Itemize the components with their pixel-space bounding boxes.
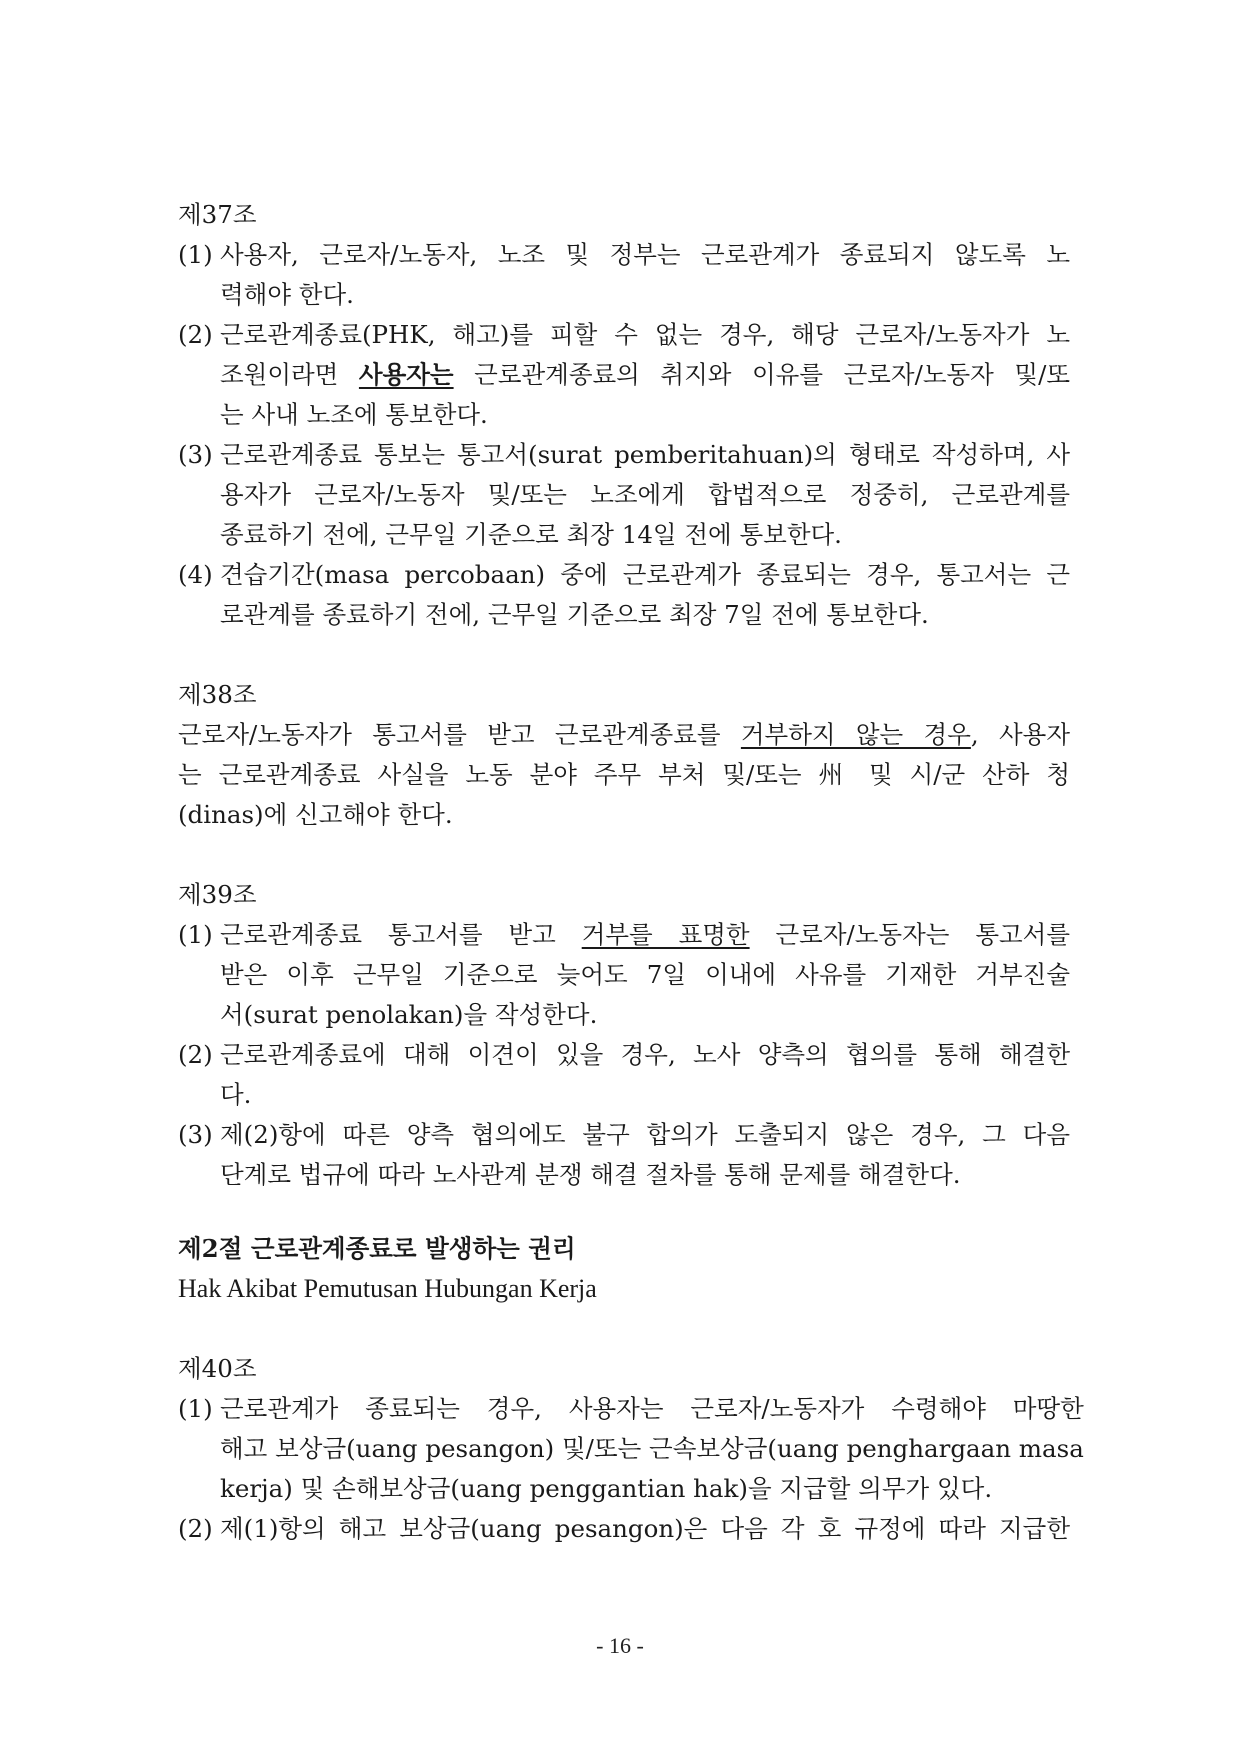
section-title: 제2절 근로관계종료로 발생하는 권리 <box>178 1234 576 1263</box>
item-line: 단계로 법규에 따라 노사관계 분쟁 해결 절차를 통해 문제를 해결한다. <box>220 1160 961 1189</box>
page-number: - 16 - <box>596 1633 644 1658</box>
item-line: 해고 보상금(uang pesangon) 및/또는 근속보상금(uang penghargaan masa <box>220 1434 1084 1463</box>
article-37-item-4 <box>178 555 1070 635</box>
item-line: 서(surat penolakan)을 작성한다. <box>220 1000 598 1029</box>
item-number: (1) <box>178 1394 213 1423</box>
item-line: 근로관계종료 통보는 통고서(surat pemberitahuan)의 형태로 작성하며, 사 <box>220 440 1070 469</box>
article-40-title: 제40조 <box>178 1354 257 1383</box>
item-number: (2) <box>178 320 213 349</box>
document-page <box>178 195 1084 1549</box>
item-line: 제(1)항의 해고 보상금(uang pesangon)은 다음 각 호 규정에 따라 지급한 <box>220 1514 1070 1543</box>
item-number: (1) <box>178 240 213 269</box>
article-39-title: 제39조 <box>178 880 257 909</box>
item-line: 근로관계가 종료되는 경우, 사용자는 근로자/노동자가 수령해야 마땅한 <box>220 1394 1084 1423</box>
item-line: kerja) 및 손해보상금(uang penggantian hak)을 지급할 의무가 있다. <box>220 1474 993 1503</box>
article-40-item-1 <box>178 1389 1084 1509</box>
item-line: 다. <box>220 1080 252 1109</box>
item-line: 근로관계종료 통고서를 받고 거부를 표명한 근로자/노동자는 통고서를 <box>220 920 1070 949</box>
item-line: 견습기간(masa percobaan) 중에 근로관계가 종료되는 경우, 통고서는 근 <box>220 560 1070 589</box>
article-39-item-1 <box>178 915 1070 1035</box>
item-line: 제(2)항에 따른 양측 협의에도 불구 합의가 도출되지 않은 경우, 그 다음 <box>220 1120 1070 1149</box>
item-number: (1) <box>178 920 213 949</box>
item-line: 사용자, 근로자/노동자, 노조 및 정부는 근로관계가 종료되지 않도록 노 <box>220 240 1070 269</box>
item-line: 종료하기 전에, 근무일 기준으로 최장 14일 전에 통보한다. <box>220 520 842 549</box>
underlined-employer: 사용자는 <box>358 360 454 389</box>
item-line: 력해야 한다. <box>220 280 354 309</box>
article-37-item-1 <box>178 235 1070 315</box>
item-number: (3) <box>178 1120 213 1149</box>
article-38-title: 제38조 <box>178 680 257 709</box>
article-39-item-3 <box>178 1115 1070 1195</box>
item-line: 받은 이후 근무일 기준으로 늦어도 7일 이내에 사유를 기재한 거부진술 <box>220 960 1070 989</box>
item-line: 근로관계종료(PHK, 해고)를 피할 수 없는 경우, 해당 근로자/노동자가 노 <box>220 320 1070 349</box>
item-line: 근로관계종료에 대해 이견이 있을 경우, 노사 양측의 협의를 통해 해결한 <box>220 1040 1070 1069</box>
article-38-line: 근로자/노동자가 통고서를 받고 근로관계종료를 거부하지 않는 경우, 사용자 <box>178 720 1070 749</box>
article-38-line: 는 근로관계종료 사실을 노동 분야 주무 부처 및/또는 州 및 시/군 산하 청 <box>178 760 1070 789</box>
item-line: 조원이라면 사용자는 근로관계종료의 취지와 이유를 근로자/노동자 및/또 <box>220 360 1071 389</box>
article-39-item-2 <box>178 1035 1070 1115</box>
item-line: 용자가 근로자/노동자 및/또는 노조에게 합법적으로 정중히, 근로관계를 <box>220 480 1070 509</box>
item-line: 는 사내 노조에 통보한다. <box>220 400 488 429</box>
item-number: (2) <box>178 1040 213 1069</box>
article-37-item-3 <box>178 435 1070 555</box>
item-number: (2) <box>178 1514 213 1543</box>
item-number: (3) <box>178 440 213 469</box>
item-number: (4) <box>178 560 213 589</box>
article-40-item-2 <box>178 1509 1070 1549</box>
item-line: 로관계를 종료하기 전에, 근무일 기준으로 최장 7일 전에 통보한다. <box>220 600 929 629</box>
underlined-phrase: 거부하지 않는 경우 <box>740 720 971 749</box>
article-38-line: (dinas)에 신고해야 한다. <box>178 800 453 829</box>
section-subtitle: Hak Akibat Pemutusan Hubungan Kerja <box>178 1274 597 1303</box>
article-37-title: 제37조 <box>178 200 257 229</box>
article-37-item-2 <box>178 315 1070 435</box>
underlined-phrase: 거부를 표명한 <box>581 920 750 949</box>
